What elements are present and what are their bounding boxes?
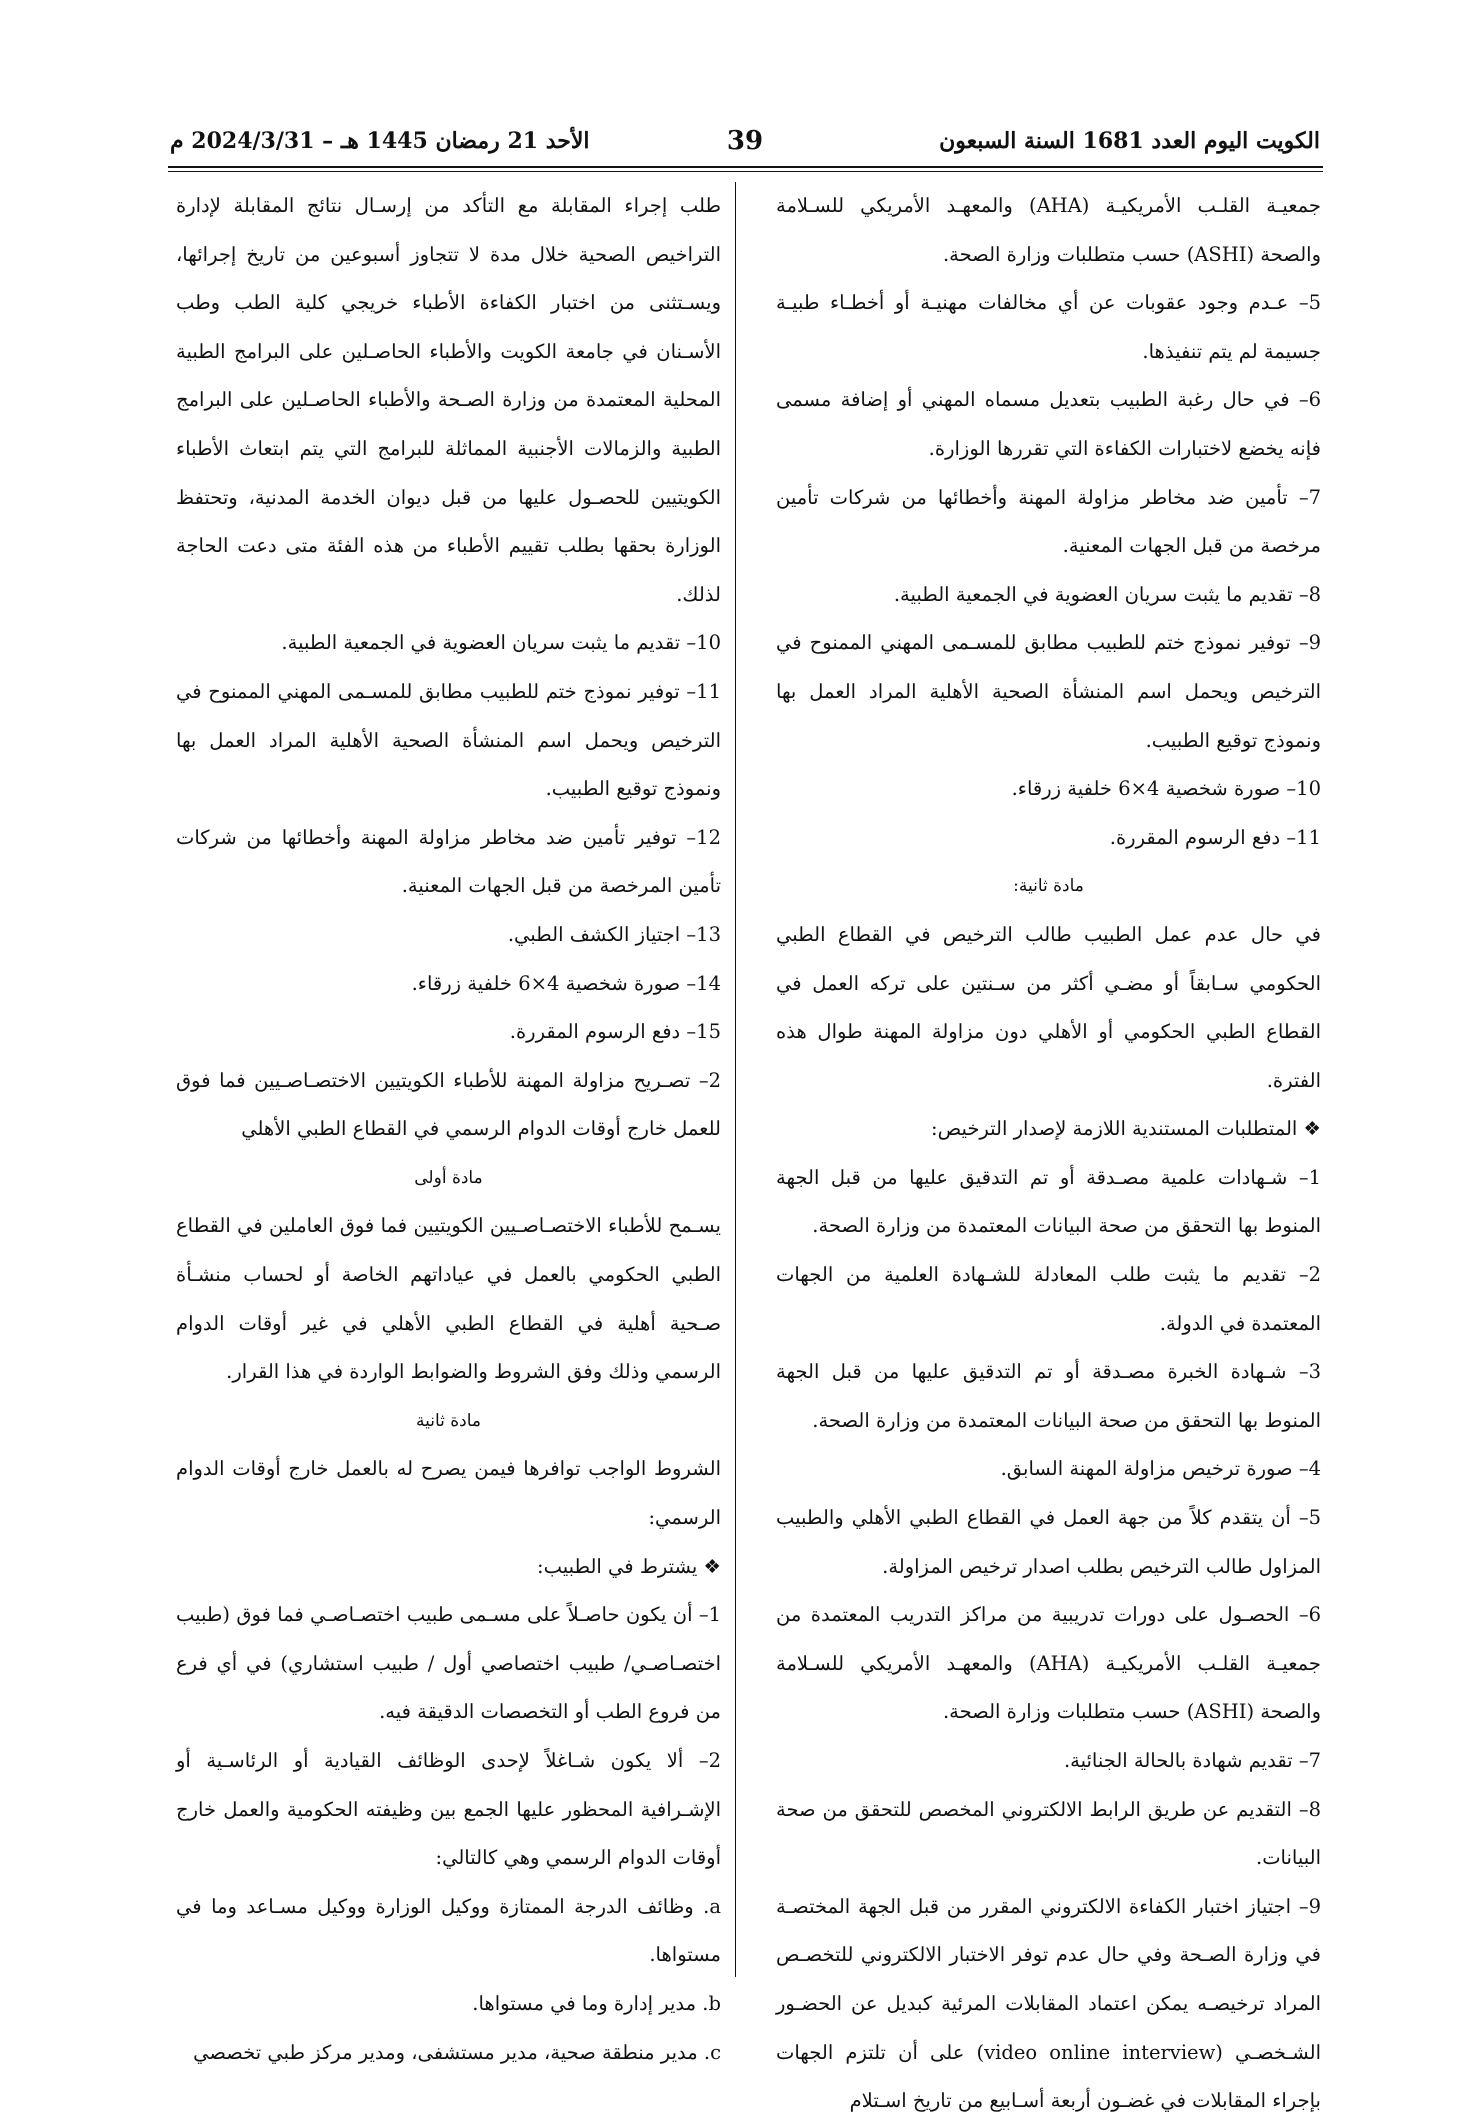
paragraph: c. مدير منطقة صحية، مدير مستشفى، ومدير مركز طبي تخصصي	[193, 2040, 721, 2064]
paragraph: 12– توفير تأمين ضد مخاطر مزاولة المهنة وأخطائها من شركات تأمين المرخصة من قبل الجهات المعنية.	[176, 825, 721, 898]
paragraph: ❖ يشترط في الطبيب:	[537, 1554, 721, 1578]
paragraph: 6– في حال رغبة الطبيب بتعديل مسماه المهني أو إضافة مسمى فإنه يخضع لاختبارات الكفاءة التي تقررها الوزارة.	[776, 388, 1321, 460]
header-rule	[168, 166, 1323, 172]
paragraph: 2– تصـريح مزاولة المهنة للأطباء الكويتيين الاختصـاصـيين فما فوق للعمل خارج أوقات الدوام الرسمي في القطاع الطبي الأهلي	[176, 1068, 721, 1141]
paragraph: 9– اجتياز اختبار الكفاءة الالكتروني المقرر من قبل الجهة المختصـة في وزارة الصـحة وفي حال عدم توفر الاختبار الالكتروني للتخصـص المراد ترخيصـه يمكن اعتماد المقابلات المرئية كبديل عن الحضـور الشـخصـي (video online interview) على أن تلتزم الجهات بإجراء المقابلات في غضـون أربعة أسـابيع من تاريخ اسـتلام	[776, 1894, 1321, 2113]
paragraph: جمعيـة القلـب الأمريكيـة (AHA) والمعهـد الأمريكي للسـلامة والصحة (ASHI) حسب متطلبات وزارة الصحة.	[776, 194, 1321, 266]
paragraph: 3– شـهادة الخبرة مصـدقة أو تم التدقيق عليها من قبل الجهة المنوط بها التحقق من صحة البيانات المعتمدة من وزارة الصحة.	[776, 1360, 1321, 1432]
paragraph: 13– اجتياز الكشف الطبي.	[507, 922, 721, 946]
paragraph: 11– دفع الرسوم المقررة.	[1109, 825, 1321, 849]
article-heading: مادة ثانية	[415, 1410, 482, 1431]
paragraph: 7– تأمين ضد مخاطر مزاولة المهنة وأخطائها من شركات تأمين مرخصة من قبل الجهات المعنية.	[776, 485, 1321, 558]
paragraph: 6– الحصـول على دورات تدريبية من مراكز التدريب المعتمدة من جمعيـة القلـب الأمريكيـة (AHA) والمعهـد الأمريكي للسـلامة والصحة (ASHI) حسب متطلبات وزارة الصحة.	[776, 1603, 1321, 1724]
paragraph: 10– تقديم ما يثبت سريان العضوية في الجمعية الطبية.	[281, 631, 721, 655]
issue-date: الأحد 21 رمضان 1445 هـ – 2024/3/31 م	[170, 128, 590, 154]
left-column	[176, 182, 721, 2077]
paragraph: ❖ المتطلبات المستندية اللازمة لإصدار الترخيص:	[931, 1117, 1321, 1141]
paragraph: 2– ألا يكون شـاغلاً لإحدى الوظائف القيادية أو الرئاسـية أو الإشـرافية المحظور عليها الجمع بين وظيفته الحكومية والعمل خارج أوقات الدوام الرسمي وهي كالتالي:	[176, 1749, 721, 1870]
paragraph: 5– عـدم وجود عقوبات عن أي مخالفات مهنيـة أو أخطـاء طبيـة جسيمة لم يتم تنفيذها.	[776, 291, 1321, 363]
paragraph: 1– شـهادات علمية مصـدقة أو تم التدقيق عليها من قبل الجهة المنوط بها التحقق من صحة البيانات المعتمدة من وزارة الصحة.	[776, 1165, 1321, 1238]
paragraph: 14– صورة شخصية 4×6 خلفية زرقاء.	[411, 971, 721, 995]
paragraph: a. وظائف الدرجة الممتازة ووكيل الوزارة ووكيل مسـاعد وما في مستواها.	[176, 1894, 721, 1967]
column-divider	[735, 182, 736, 1977]
paragraph: يسـمح للأطباء الاختصـاصـيين الكويتيين فما فوق العاملين في القطاع الطبي الحكومي بالعمل في عياداتهم الخاصة أو لحساب منشـأة صـحية أهلية في القطاع الطبي الأهلي في غير أوقات الدوام الرسمي وذلك وفق الشروط والضوابط الواردة في هذا القرار.	[176, 1214, 721, 1384]
paragraph: 2– تقديم ما يثبت طلب المعادلة للشـهادة العلمية من الجهات المعتمدة في الدولة.	[776, 1263, 1321, 1335]
paragraph: b. مدير إدارة وما في مستواها.	[472, 1991, 721, 2015]
paragraph: الشروط الواجب توافرها فيمن يصرح له بالعمل خارج أوقات الدوام الرسمي:	[176, 1457, 721, 1530]
paragraph: طلب إجراء المقابلة مع التأكد من إرسـال نتائج المقابلة لإدارة التراخيص الصحية خلال مدة لا تتجاوز أسبوعين من تاريخ إجرائها، ويسـتثنى من اختبار الكفاءة الأطباء خريجي كلية الطب وطب الأسـنان في جامعة الكويت والأطباء الحاصـلين على البرامج الطبية المحلية المعتمدة من وزارة الصـحة والأطباء الحاصـلين على البرامج الطبية والزمالات الأجنبية المماثلة للبرامج التي يتم ابتعاث الأطباء الكويتيين للحصـول عليها من قبل ديوان الخدمة المدنية، وتحتفظ الوزارة بحقها بطلب تقييم الأطباء من هذه الفئة متى دعت الحاجة لذلك.	[176, 194, 721, 606]
paragraph: 11– توفير نموذج ختم للطبيب مطابق للمسـمى المهني الممنوح في الترخيص ويحمل اسم المنشأة الصحية الأهلية المراد العمل بها ونموذج توقيع الطبيب.	[176, 679, 721, 801]
paragraph: في حال عدم عمل الطبيب طالب الترخيص في القطاع الطبي الحكومي سـابقاً أو مضـي أكثر من سـنتين على تركه العمل في القطاع الطبي الحكومي أو الأهلي دون مزاولة المهنة طوال هذه الفترة.	[776, 922, 1321, 1092]
paragraph: 1– أن يكون حاصـلاً على مسـمى طبيب اختصـاصـي فما فوق (طبيب اختصـاصـي/ طبيب اختصاصي أول / طبيب استشاري) في أي فرع من فروع الطب أو التخصصات الدقيقة فيه.	[176, 1603, 721, 1724]
issue-info: الكويت اليوم العدد 1681 السنة السبعون	[939, 128, 1320, 154]
paragraph: 8– تقديم ما يثبت سريان العضوية في الجمعية الطبية.	[893, 582, 1321, 606]
paragraph: 5– أن يتقدم كلاً من جهة العمل في القطاع الطبي الأهلي والطبيب المزاول طالب الترخيص بطلب اصدار ترخيص المزاولة.	[776, 1506, 1321, 1578]
paragraph: 8– التقديم عن طريق الرابط الالكتروني المخصص للتحقق من صحة البيانات.	[776, 1797, 1321, 1870]
article-heading: مادة أولى	[414, 1167, 483, 1188]
paragraph: 9– توفير نموذج ختم للطبيب مطابق للمسـمى المهني الممنوح في الترخيص ويحمل اسم المنشأة الصحية الأهلية المراد العمل بها ونموذج توقيع الطبيب.	[776, 631, 1321, 752]
page-number: 39	[726, 126, 764, 156]
paragraph: 10– صورة شخصية 4×6 خلفية زرقاء.	[1011, 777, 1321, 801]
paragraph: 7– تقديم شهادة بالحالة الجنائية.	[1063, 1749, 1321, 1772]
article-heading: مادة ثانية:	[1013, 876, 1084, 897]
right-column	[776, 182, 1321, 2126]
page-header	[170, 116, 1320, 166]
paragraph: 15– دفع الرسوم المقررة.	[509, 1020, 721, 1044]
paragraph: 4– صورة ترخيص مزاولة المهنة السابق.	[1000, 1457, 1321, 1481]
